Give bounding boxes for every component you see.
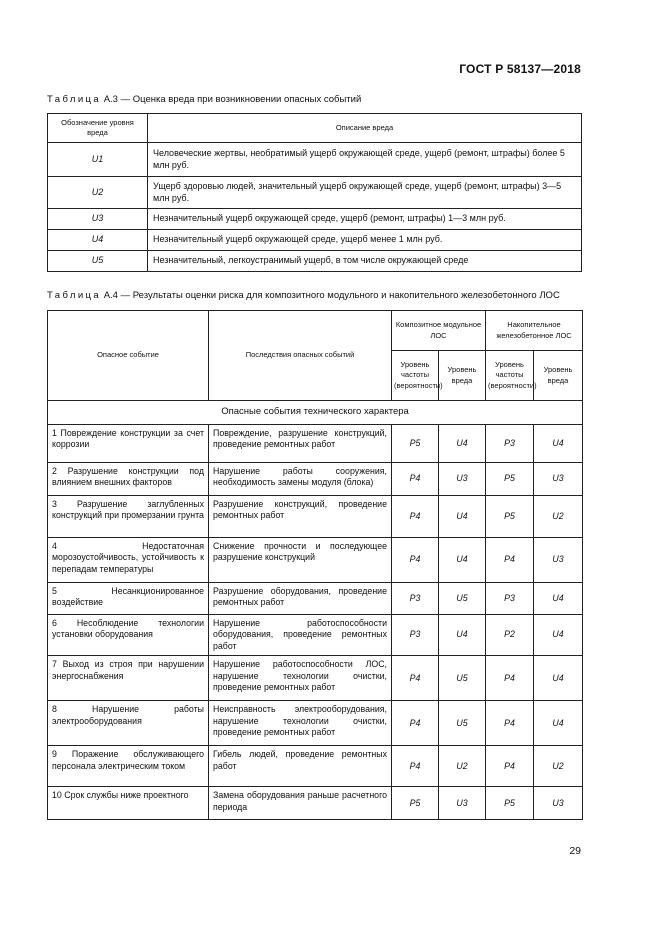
harm-description: Незначительный, легкоустранимый ущерб, в том числе окружающей среде: [148, 251, 582, 272]
risk-row: [48, 583, 583, 615]
risk-assessment-table: [47, 310, 583, 820]
concrete-frequency: P3: [486, 583, 534, 615]
event-consequences: Нарушение работы сооружения, необходимость замены модуля (блока): [209, 463, 392, 496]
harm-level-code: U5: [48, 251, 148, 272]
hazard-event: 2 Разрушение конструкции под влиянием внешних факторов: [48, 463, 209, 496]
harm-level-code: U2: [48, 177, 148, 209]
risk-row: [48, 615, 583, 656]
harm-level-code: U4: [48, 230, 148, 251]
hazard-event: 10 Срок службы ниже проектного: [48, 787, 209, 820]
event-consequences: Гибель людей, проведение ремонтных работ: [209, 746, 392, 787]
table-label: Таблица: [47, 94, 102, 105]
harm-row: [48, 251, 582, 272]
hazard-event: 4 Недостаточная морозоустойчивость, устойчивость к перепадам температуры: [48, 538, 209, 583]
composite-frequency: P4: [392, 746, 439, 787]
table-label: Таблица: [47, 290, 102, 301]
header-harm-level: Обозначение уровня вреда: [48, 114, 148, 143]
table-caption-text: А.4 — Результаты оценки риска для композитного модульного и накопительного железобетонного ЛОС: [103, 290, 560, 301]
harm-row: [48, 230, 582, 251]
composite-frequency: P4: [392, 656, 439, 701]
harm-row: [48, 177, 582, 209]
risk-row: [48, 425, 583, 463]
harm-description: Ущерб здоровью людей, значительный ущерб окружающей среде, ущерб (ремонт, штрафы) 3—5 млн руб.: [148, 177, 582, 209]
event-consequences: Нарушение работоспособности оборудования, проведение ремонтных работ: [209, 615, 392, 656]
harm-description: Незначительный ущерб окружающей среде, ущерб (ремонт, штрафы) 1—3 млн руб.: [148, 209, 582, 230]
concrete-frequency: P5: [486, 787, 534, 820]
hazard-event: 5 Несанкционированное воздействие: [48, 583, 209, 615]
section-heading: Опасные события технического характера: [48, 401, 583, 425]
harm-description: Человеческие жертвы, необратимый ущерб окружающей среде, ущерб (ремонт, штрафы) более 5 млн руб.: [148, 143, 582, 177]
concrete-harm: U4: [534, 425, 583, 463]
header-frequency-level: Уровень частоты (вероятности): [392, 351, 439, 401]
concrete-harm: U4: [534, 615, 583, 656]
header-consequences: Последствия опасных событий: [209, 311, 392, 401]
composite-harm: U5: [439, 701, 486, 746]
event-consequences: Нарушение работоспособности ЛОС, нарушение технологии очистки, проведение ремонтных работ: [209, 656, 392, 701]
composite-harm: U5: [439, 583, 486, 615]
hazard-event: 1 Повреждение конструкции за счет коррозии: [48, 425, 209, 463]
composite-frequency: P3: [392, 615, 439, 656]
risk-row: [48, 746, 583, 787]
concrete-harm: U4: [534, 583, 583, 615]
composite-frequency: P4: [392, 538, 439, 583]
composite-harm: U2: [439, 746, 486, 787]
header-hazard-event: Опасное событие: [48, 311, 209, 401]
hazard-event: 3 Разрушение заглубленных конструкций при промерзании грунта: [48, 496, 209, 538]
harm-level-code: U1: [48, 143, 148, 177]
concrete-frequency: P4: [486, 746, 534, 787]
concrete-harm: U2: [534, 746, 583, 787]
concrete-frequency: P3: [486, 425, 534, 463]
page-number: 29: [569, 845, 581, 857]
risk-row: [48, 787, 583, 820]
header-composite-los: Композитное модульное ЛОС: [392, 311, 486, 351]
concrete-frequency: P5: [486, 463, 534, 496]
header-frequency-level: Уровень частоты (вероятности): [486, 351, 534, 401]
concrete-harm: U2: [534, 496, 583, 538]
composite-harm: U5: [439, 656, 486, 701]
concrete-harm: U3: [534, 787, 583, 820]
event-consequences: Разрушение оборудования, проведение ремонтных работ: [209, 583, 392, 615]
harm-description: Незначительный ущерб окружающей среде, ущерб менее 1 млн руб.: [148, 230, 582, 251]
concrete-frequency: P4: [486, 701, 534, 746]
composite-harm: U3: [439, 463, 486, 496]
event-consequences: Разрушение конструкций, проведение ремонтных работ: [209, 496, 392, 538]
risk-row: [48, 701, 583, 746]
harm-row: [48, 143, 582, 177]
composite-frequency: P5: [392, 787, 439, 820]
composite-frequency: P3: [392, 583, 439, 615]
composite-frequency: P5: [392, 425, 439, 463]
hazard-event: 6 Несоблюдение технологии установки оборудования: [48, 615, 209, 656]
hazard-event: 9 Поражение обслуживающего персонала электрическим током: [48, 746, 209, 787]
concrete-frequency: P2: [486, 615, 534, 656]
concrete-harm: U3: [534, 538, 583, 583]
risk-row: [48, 463, 583, 496]
concrete-harm: U4: [534, 701, 583, 746]
header-harm-description: Описание вреда: [148, 114, 582, 143]
header-concrete-los: Накопительное железобетонное ЛОС: [486, 311, 583, 351]
composite-harm: U4: [439, 615, 486, 656]
harm-level-code: U3: [48, 209, 148, 230]
concrete-frequency: P4: [486, 656, 534, 701]
composite-harm: U4: [439, 538, 486, 583]
composite-frequency: P4: [392, 496, 439, 538]
standard-code: ГОСТ Р 58137—2018: [459, 62, 581, 76]
concrete-harm: U4: [534, 656, 583, 701]
harm-assessment-table: [47, 113, 582, 272]
composite-harm: U4: [439, 496, 486, 538]
concrete-frequency: P5: [486, 496, 534, 538]
risk-row: [48, 496, 583, 538]
concrete-harm: U3: [534, 463, 583, 496]
risk-row: [48, 656, 583, 701]
concrete-frequency: P4: [486, 538, 534, 583]
risk-row: [48, 538, 583, 583]
composite-frequency: P4: [392, 701, 439, 746]
header-harm-level: Уровень вреда: [439, 351, 486, 401]
table-caption-text: А.3 — Оценка вреда при возникновении опасных событий: [103, 94, 362, 105]
composite-frequency: P4: [392, 463, 439, 496]
composite-harm: U4: [439, 425, 486, 463]
table-a4-caption: [47, 290, 560, 301]
table-a3-caption: [47, 94, 361, 105]
harm-row: [48, 209, 582, 230]
composite-harm: U3: [439, 787, 486, 820]
event-consequences: Неисправность электрооборудования, нарушение технологии очистки, проведение ремонтных работ: [209, 701, 392, 746]
hazard-event: 8 Нарушение работы электрооборудования: [48, 701, 209, 746]
header-harm-level: Уровень вреда: [534, 351, 583, 401]
hazard-event: 7 Выход из строя при нарушении энергоснабжения: [48, 656, 209, 701]
event-consequences: Снижение прочности и последующее разрушение конструкций: [209, 538, 392, 583]
event-consequences: Повреждение, разрушение конструкций, проведение ремонтных работ: [209, 425, 392, 463]
event-consequences: Замена оборудования раньше расчетного периода: [209, 787, 392, 820]
